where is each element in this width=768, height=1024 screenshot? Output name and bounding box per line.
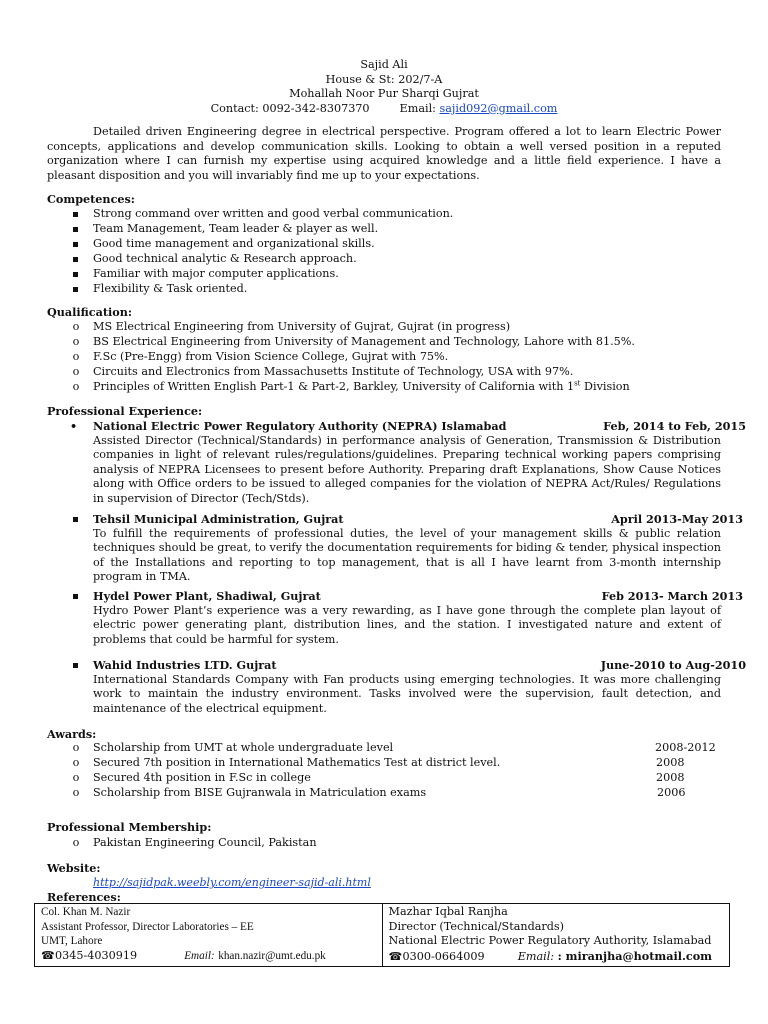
job-dates: April 2013-May 2013	[611, 512, 743, 526]
competences-list	[47, 207, 721, 296]
job-header	[47, 589, 743, 604]
ref-org: UMT, Lahore	[41, 935, 103, 948]
contact-phone: Contact: 0092-342-8307370	[210, 101, 370, 115]
ref-phone: 0300-0664009	[402, 949, 485, 963]
award-year: 2008	[656, 755, 685, 769]
job-header	[47, 512, 743, 527]
job-entry	[47, 419, 746, 507]
job-org: Tehsil Municipal Administration, Gujrat	[93, 512, 344, 526]
address-line-1: House & St: 202/7-A	[325, 72, 443, 86]
experience-heading: Professional Experience:	[47, 404, 203, 418]
applicant-name: Sajid Ali	[360, 58, 408, 71]
job-description: Hydro Power Plant’s experience was a very rewarding, as I have gone through the complete plan layout of electric power generating plant, distribution lines, and the station. I investigated nature and extent of problems that could be harmful for system.	[93, 603, 721, 646]
circle-bullet-icon: o	[72, 364, 80, 378]
job-description: To fulfill the requirements of professional duties, the level of your management skills & public relation techniques should be great, to verify the documentation requirements for biding & tender, physical inspection of the Installations and reporting to top management, that is all I have learnt from 3-month internship program in TMA.	[93, 526, 721, 584]
circle-bullet-icon: o	[72, 836, 80, 849]
list-item: Good time management and organizational skills.	[93, 236, 375, 250]
award-year: 2008	[656, 770, 685, 784]
ref-email-label: Email:	[517, 949, 555, 963]
qualification-list	[47, 320, 721, 395]
award-year: 2006	[657, 785, 686, 799]
ref-org: National Electric Power Regulatory Authority, Islamabad	[388, 934, 712, 948]
award-year: 2008-2012	[655, 741, 716, 754]
circle-bullet-icon: o	[72, 379, 80, 393]
ref-name: Mazhar Iqbal Ranjha	[388, 905, 508, 918]
awards-list	[47, 741, 721, 801]
list-item: Good technical analytic & Research approach.	[93, 251, 357, 265]
list-item: Team Management, Team leader & player as well.	[93, 221, 379, 235]
job-dates: Feb, 2014 to Feb, 2015	[603, 419, 746, 433]
list-item: o Pakistan Engineering Council, Pakistan	[47, 836, 721, 851]
ref-email: : miranjha@hotmail.com	[557, 948, 713, 963]
list-item: Flexibility & Task oriented.	[93, 281, 248, 295]
website-link[interactable]: http://sajidpak.weebly.com/engineer-sajid-ali.html	[93, 876, 371, 889]
qualification-heading: Qualification:	[47, 305, 132, 319]
job-entry	[47, 589, 743, 647]
ref-contact	[41, 949, 376, 964]
references-heading: References:	[47, 890, 121, 904]
ref-title: Assistant Professor, Director Laboratories – EE	[41, 920, 254, 933]
circle-bullet-icon: o	[72, 741, 80, 754]
list-item: o F.Sc (Pre-Engg) from Vision Science College, Gujrat with 75%.	[47, 350, 721, 365]
job-org: Hydel Power Plant, Shadiwal, Gujrat	[93, 589, 321, 603]
job-entry	[47, 658, 746, 716]
dot-bullet-icon: •	[70, 419, 78, 433]
job-description: Assisted Director (Technical/Standards) in performance analysis of Generation, Transmission & Distribution companies in light of relevant rules/regulations/guidelines. Preparing technical working papers comprising analysis of NEPRA Licensees to present before Authority. Preparing draft Explanations, Show Cause Notices along with Office orders to be issued to alleged companies for the violation of NEPRA Act/Rules/ Regulations in supervision of Director (Tech/Stds).	[93, 433, 721, 505]
awards-heading: Awards:	[47, 727, 97, 741]
job-org: National Electric Power Regulatory Authority (NEPRA) Islamabad	[93, 419, 507, 433]
ref-title: Director (Technical/Standards)	[388, 919, 565, 933]
job-description: International Standards Company with Fan products using emerging technologies. It was more challenging work to maintain the industry environment. Tasks involved were the supervision, fault detection, and maintenance of the electrical equipment.	[93, 672, 721, 715]
email-label: Email:	[399, 101, 436, 115]
circle-bullet-icon: o	[72, 755, 80, 769]
contact-line	[0, 102, 768, 117]
job-header	[47, 419, 746, 434]
list-item: o BS Electrical Engineering from University of Management and Technology, Lahore with 81.5%.	[47, 335, 721, 350]
circle-bullet-icon: o	[72, 320, 80, 333]
ref-contact	[389, 949, 724, 965]
list-item: o Scholarship from UMT at whole undergraduate level 2008-2012	[47, 741, 721, 756]
list-item: o Secured 4th position in F.Sc in college 2008	[47, 771, 721, 786]
list-item: o MS Electrical Engineering from University of Gujrat, Gujrat (in progress)	[47, 320, 721, 335]
website-heading: Website:	[47, 861, 101, 875]
competences-heading: Competences:	[47, 192, 135, 206]
reference-right	[382, 904, 730, 967]
references-table	[34, 903, 730, 967]
list-item: o Scholarship from BISE Gujranwala in Matriculation exams 2006	[47, 786, 721, 801]
phone-icon: ☎	[41, 948, 55, 962]
job-dates: Feb 2013- March 2013	[601, 589, 743, 603]
reference-left	[35, 904, 383, 967]
circle-bullet-icon: o	[72, 334, 80, 348]
list-item: o Circuits and Electronics from Massachusetts Institute of Technology, USA with 97%.	[47, 365, 721, 380]
ref-email-label: Email:	[184, 949, 215, 962]
circle-bullet-icon: o	[72, 785, 80, 799]
phone-icon: ☎	[388, 949, 403, 963]
ref-name: Col. Khan M. Nazir	[41, 906, 131, 918]
ref-phone: 0345-4030919	[55, 948, 138, 962]
header	[0, 58, 768, 116]
job-dates: June-2010 to Aug-2010	[600, 658, 746, 672]
job-entry	[47, 512, 743, 585]
summary-paragraph: Detailed driven Engineering degree in electrical perspective. Program offered a lot to learn Electric Power concepts, applications and develop communication skills. Looking to obtain a well versed position in a reputed organization where I can furnish my expertise using acquired knowledge and a little field experience. I have a pleasant disposition and you will invariably find me up to your expectations.	[47, 125, 721, 182]
list-item: o Secured 7th position in International Mathematics Test at district level. 2008	[47, 756, 721, 771]
membership-heading: Professional Membership:	[47, 820, 212, 834]
membership-list	[47, 836, 721, 851]
ref-email: khan.nazir@umt.edu.pk	[218, 949, 326, 962]
list-item: o Principles of Written English Part-1 & Part-2, Barkley, University of California with 1st Division	[47, 380, 721, 395]
circle-bullet-icon: o	[72, 770, 80, 784]
list-item: Strong command over written and good verbal communication.	[93, 207, 454, 220]
job-header	[47, 658, 746, 673]
circle-bullet-icon: o	[72, 349, 80, 363]
job-org: Wahid Industries LTD. Gujrat	[93, 658, 277, 672]
address-line-2: Mohallah Noor Pur Sharqi Gujrat	[289, 87, 479, 101]
email-link[interactable]: sajid092@gmail.com	[439, 101, 558, 115]
list-item: Familiar with major computer applications.	[93, 266, 339, 280]
